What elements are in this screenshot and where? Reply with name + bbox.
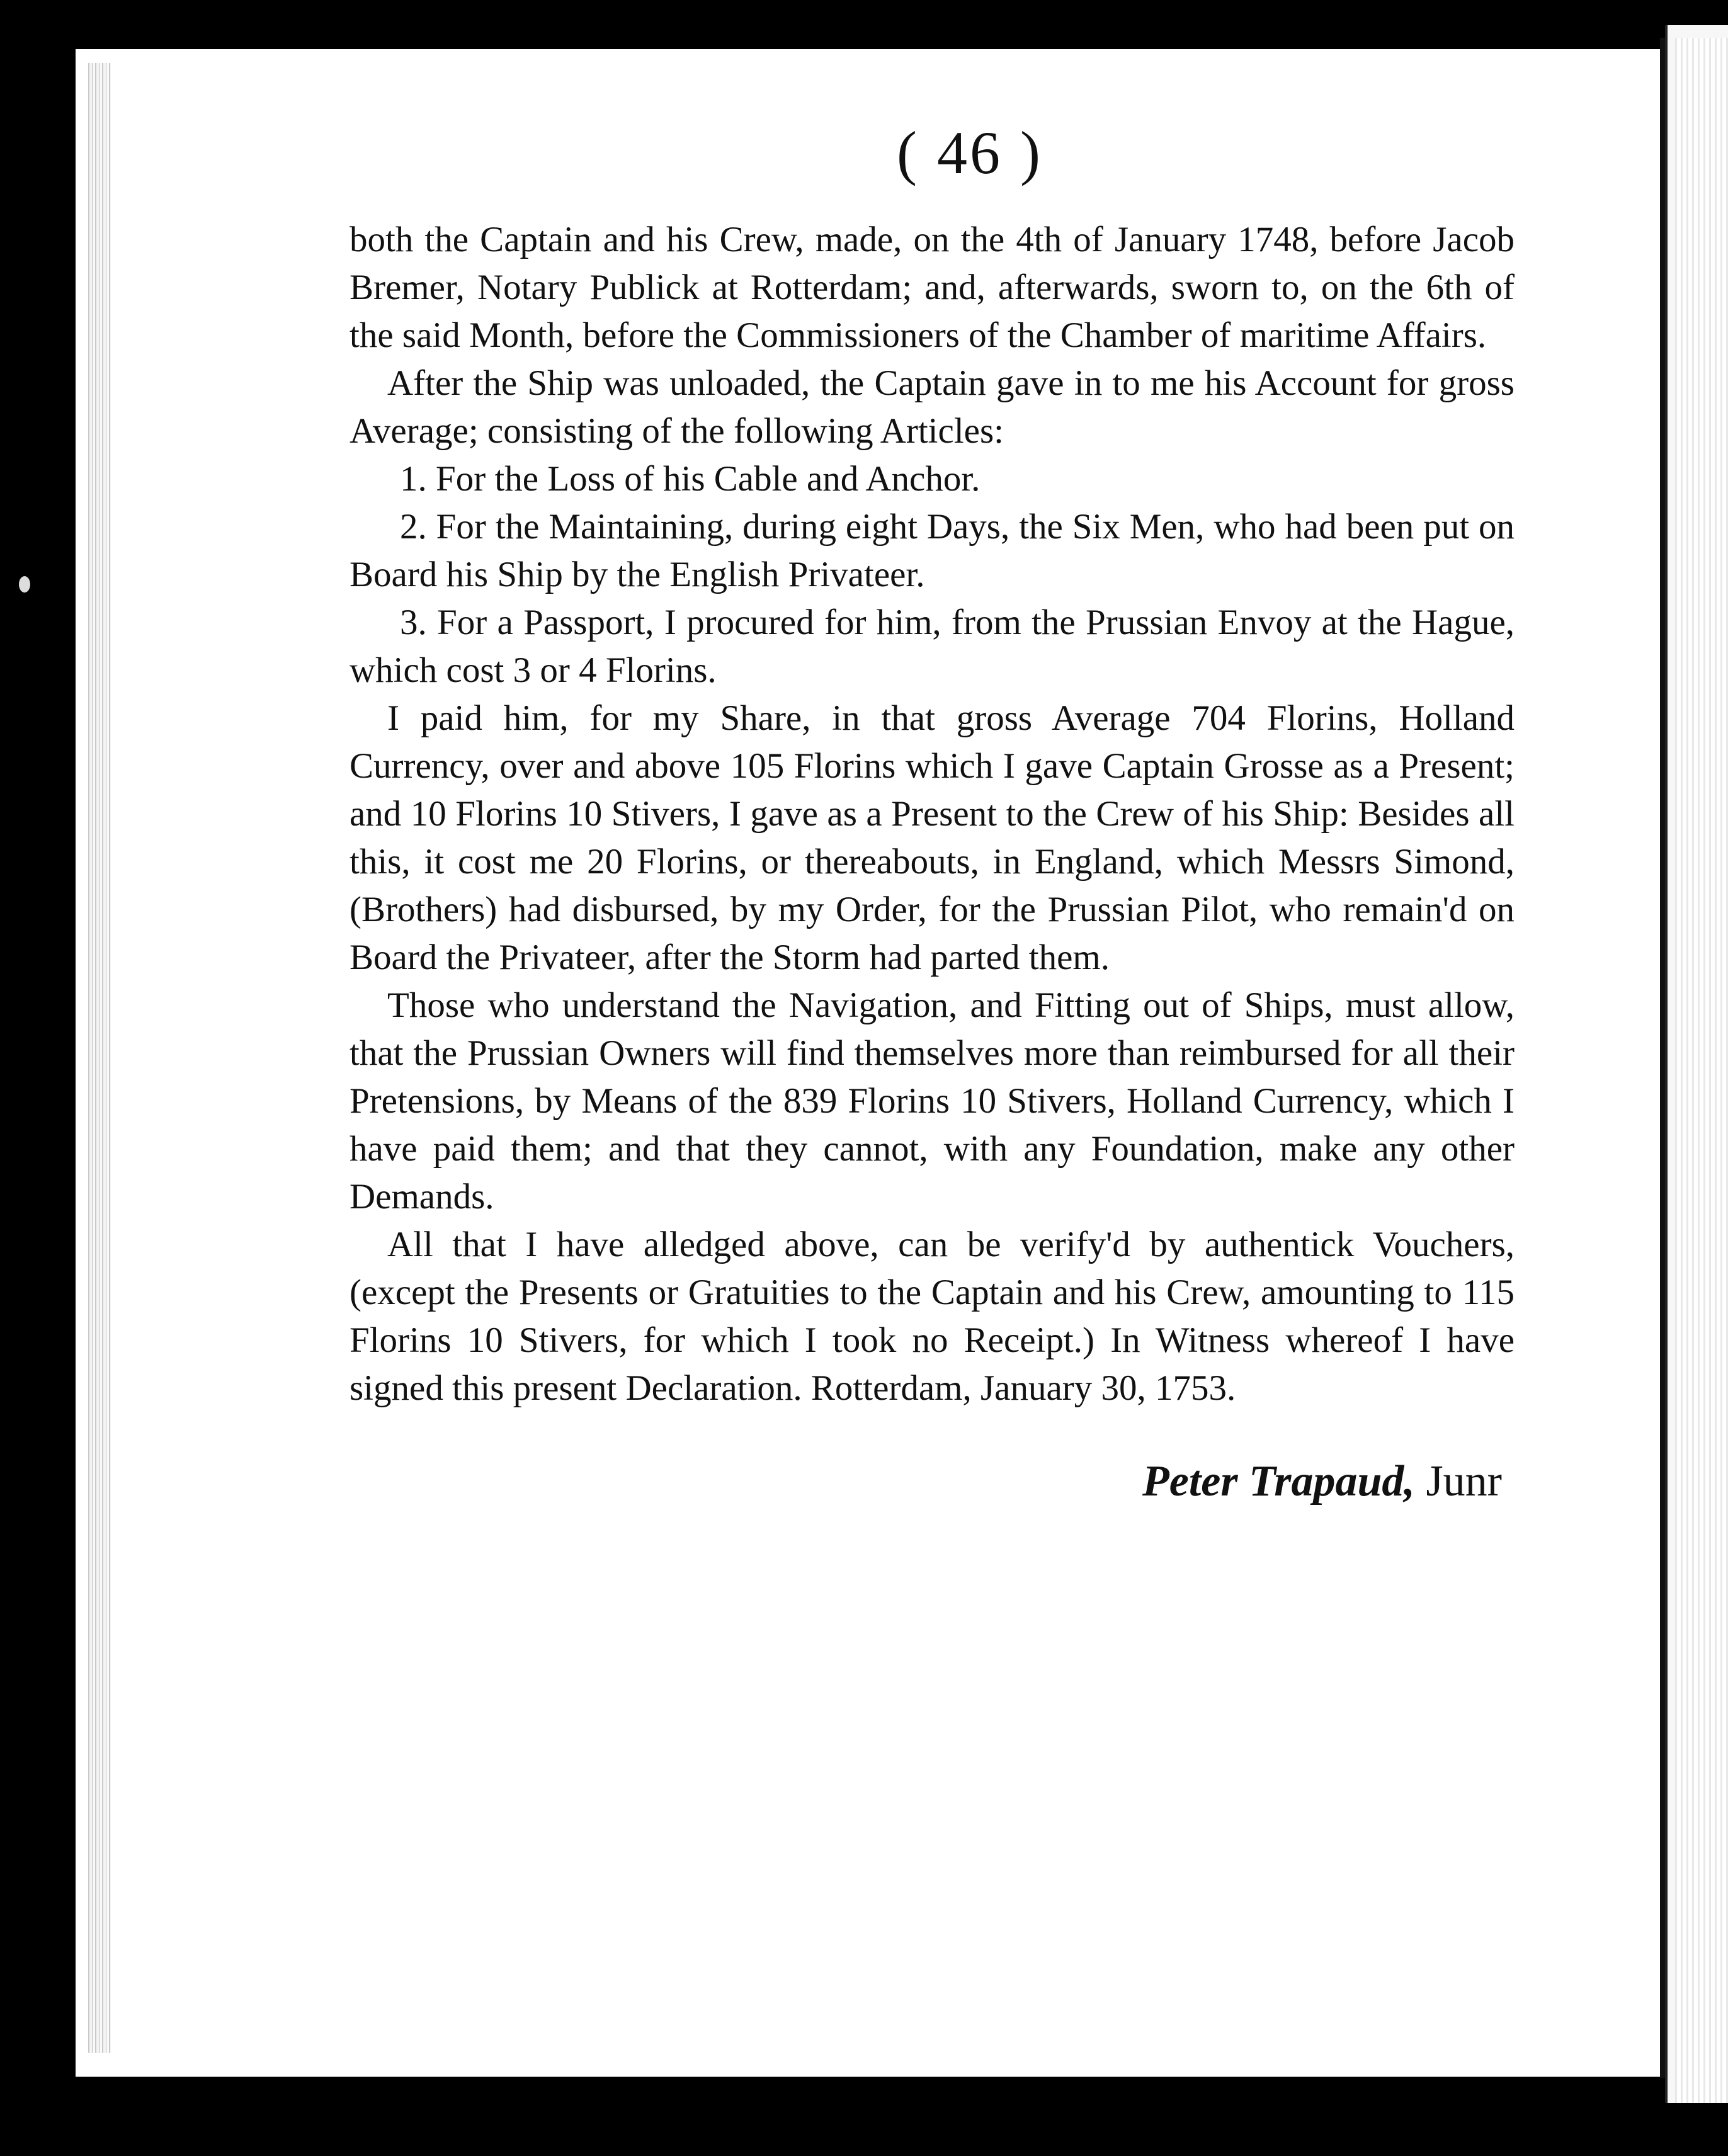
list-item-2: 2. For the Maintaining, during eight Days, the Six Men, who had been put on Board his Ship by the English Privateer. [350,507,1515,594]
paragraph-continuation: both the Captain and his Crew, made, on the 4th of January 1748, before Jacob Bremer, Notary Publick at Rotterdam; and, afterwards, sworn to, on the 6th of the said Month, before the Commissioners of the Chamber of maritime Affairs. [350,220,1515,355]
facing-page-texture [1675,38,1728,2103]
paragraph-declaration: All that I have alledged above, can be verify'd by authentick Vouchers, (except the Presents or Gratuities to the Captain and his Crew, amounting to 115 Florins 10 Stivers, for which I took no Receipt.) In Witness whereof I have signed this present Declaration. Rotterdam, January 30, 1753. [350,1225,1515,1408]
scan-speck [19,576,30,593]
paragraph-payment: I paid him, for my Share, in that gross Average 704 Florins, Holland Currency, over and above 105 Florins which I gave Captain Grosse as a Present; and 10 Florins 10 Stivers, I gave as a Present to the Crew of his Ship: Besides all this, it cost me 20 Florins, or thereabouts, in England, which Messrs Simond, (Brothers) had disbursed, by my Order, for the Prussian Pilot, who remain'd on Board the Privateer, after the Storm had parted them. [350,698,1515,977]
gutter-shadow [1660,38,1665,2078]
paragraph-owners: Those who understand the Navigation, and Fitting out of Ships, must allow, that the Prussian Owners will find themselves more than reimbursed for all their Pretensions, by Means of the 839 Florins 10 Stivers, Holland Currency, which I have paid them; and that they cannot, with any Foundation, make any other Demands. [350,985,1515,1217]
document-body [350,119,1515,1507]
list-item-1: 1. For the Loss of his Cable and Anchor. [400,459,981,499]
page-edge-stack [88,63,111,2053]
page-number: ( 46 ) [897,119,1043,186]
list-item-3: 3. For a Passport, I procured for him, from the Prussian Envoy at the Hague, which cost 3 or 4 Florins. [350,603,1515,690]
signature-line [350,1456,1515,1507]
paragraph-account: After the Ship was unloaded, the Captain gave in to me his Account for gross Average; consisting of the following Articles: [350,363,1515,451]
signature-suffix: Junr [1414,1457,1502,1506]
signature-name: Peter Trapaud, [1142,1457,1415,1506]
